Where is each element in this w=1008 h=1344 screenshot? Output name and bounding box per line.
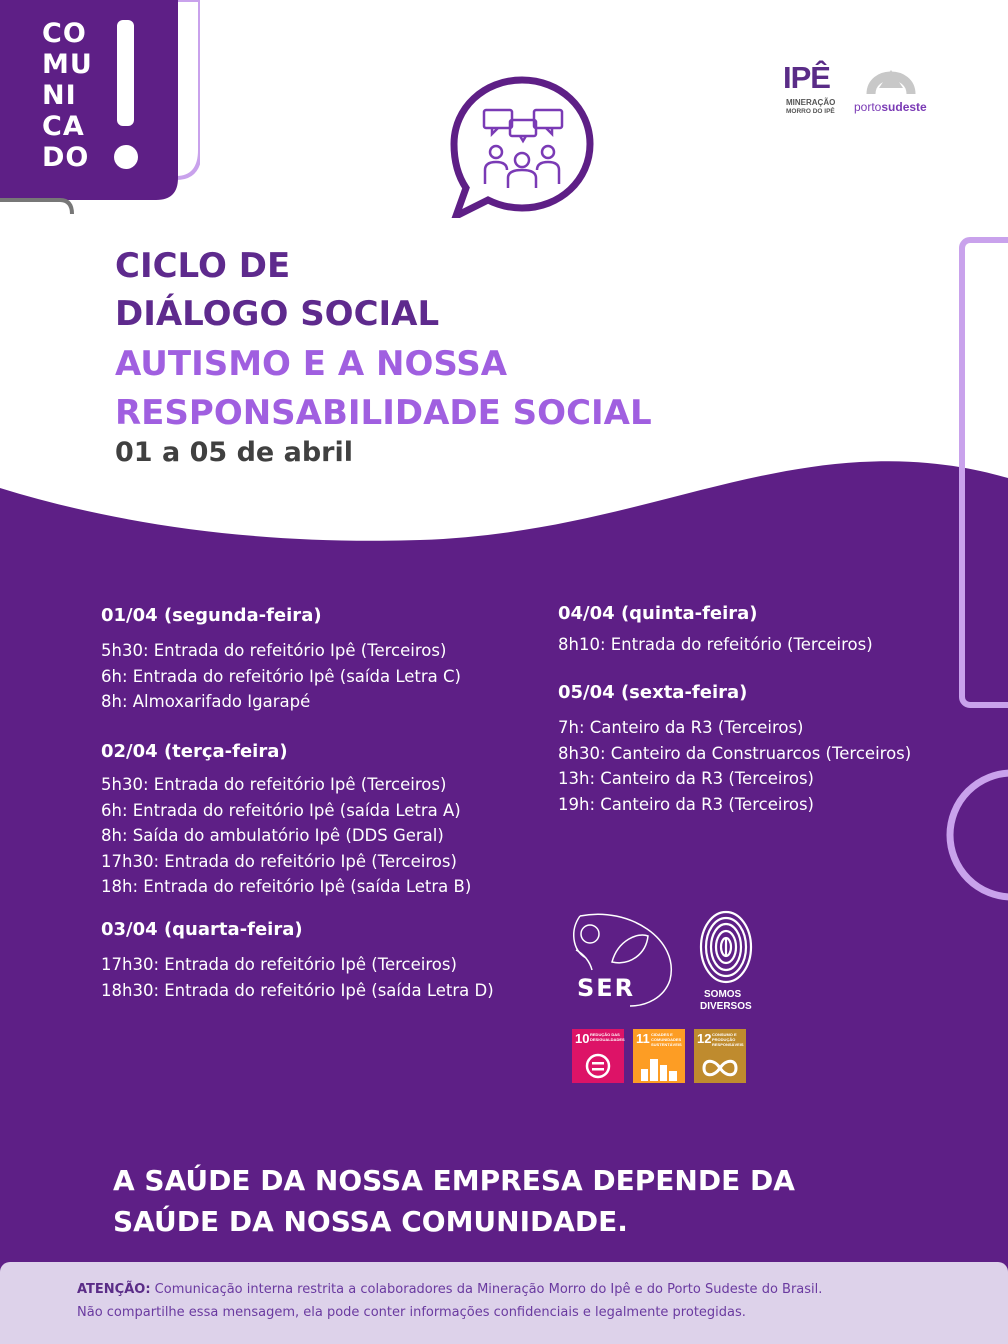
schedule-item: 19h: Canteiro da R3 (Terceiros) bbox=[558, 795, 814, 814]
schedule-item: 17h30: Entrada do refeitório Ipê (Terceiros) bbox=[101, 852, 457, 871]
schedule-item: 18h30: Entrada do refeitório Ipê (saída Letra D) bbox=[101, 981, 494, 1000]
schedule-item: 17h30: Entrada do refeitório Ipê (Terceiros) bbox=[101, 955, 457, 974]
badge-text-2: MU bbox=[42, 49, 93, 80]
footer-label: ATENÇÃO: bbox=[77, 1282, 151, 1297]
porto-sudeste-icon bbox=[851, 56, 941, 100]
porto-sudeste-logo bbox=[851, 56, 941, 120]
schedule-item: 5h30: Entrada do refeitório Ipê (Terceiros) bbox=[101, 775, 447, 794]
slogan-line-2: SAÚDE DA NOSSA COMUNIDADE. bbox=[113, 1205, 628, 1238]
subtitle-line-2: RESPONSABILIDADE SOCIAL bbox=[115, 393, 652, 433]
schedule-item: 6h: Entrada do refeitório Ipê (saída Letra A) bbox=[101, 801, 461, 820]
porto-wordmark-part1: porto bbox=[854, 100, 882, 114]
city-icon bbox=[633, 1029, 685, 1083]
fingerprint-icon bbox=[692, 905, 762, 985]
ipe-logo-line1: MINERAÇÃO bbox=[786, 98, 836, 107]
subtitle-line-1: AUTISMO E A NOSSA bbox=[115, 344, 508, 384]
sdg-label: REDUÇÃO DAS DESIGUALDADES bbox=[590, 1032, 625, 1042]
sdg-12-badge bbox=[694, 1029, 746, 1083]
sdg-number: 10 bbox=[575, 1031, 590, 1046]
sdg-label: CIDADES E COMUNIDADES SUSTENTÁVEIS bbox=[651, 1032, 682, 1047]
community-dialogue-icon bbox=[448, 76, 596, 218]
sdg-10-badge bbox=[572, 1029, 624, 1083]
sdg-number: 11 bbox=[636, 1031, 650, 1046]
confidentiality-footer bbox=[0, 1262, 1008, 1344]
ipe-logo-line2: MORRO DO IPÊ bbox=[786, 108, 835, 115]
sdg-number: 12 bbox=[697, 1031, 712, 1046]
schedule-item: 8h: Saída do ambulatório Ipê (DDS Geral) bbox=[101, 826, 444, 845]
porto-sudeste-wordmark bbox=[854, 100, 927, 114]
schedule-item: 8h: Almoxarifado Igarapé bbox=[101, 692, 311, 711]
somos-logo-line1: SOMOS bbox=[704, 989, 742, 1000]
day-3-title: 03/04 (quarta-feira) bbox=[101, 919, 303, 940]
event-dates: 01 a 05 de abril bbox=[115, 437, 353, 468]
ser-logo-text: SER bbox=[577, 974, 636, 1002]
day-5-title: 05/04 (sexta-feira) bbox=[558, 682, 748, 703]
footer-line-1 bbox=[77, 1282, 822, 1297]
schedule-item: 6h: Entrada do refeitório Ipê (saída Letra C) bbox=[101, 667, 461, 686]
porto-wordmark-part2: sudeste bbox=[881, 100, 927, 114]
schedule-item: 18h: Entrada do refeitório Ipê (saída Letra B) bbox=[101, 877, 472, 896]
badge-shape bbox=[0, 0, 200, 215]
badge-text-5: DO bbox=[42, 142, 90, 173]
ipe-logo bbox=[783, 60, 847, 120]
day-2-title: 02/04 (terça-feira) bbox=[101, 741, 288, 762]
badge-text-1: CO bbox=[42, 18, 87, 49]
comunicado-badge bbox=[0, 0, 200, 215]
equality-icon bbox=[572, 1029, 624, 1083]
day-1-title: 01/04 (segunda-feira) bbox=[101, 605, 322, 626]
schedule-item: 8h10: Entrada do refeitório (Terceiros) bbox=[558, 635, 873, 654]
footer-text-2: Não compartilhe essa mensagem, ela pode conter informações confidenciais e legalmente protegidas. bbox=[77, 1305, 746, 1320]
schedule-item: 5h30: Entrada do refeitório Ipê (Terceiros) bbox=[101, 641, 447, 660]
schedule-item: 13h: Canteiro da R3 (Terceiros) bbox=[558, 769, 814, 788]
infinity-icon bbox=[694, 1029, 746, 1083]
decorative-outline-shapes bbox=[940, 230, 1008, 910]
ser-program-logo bbox=[560, 910, 685, 1010]
footer-text-1: Comunicação interna restrita a colaboradores da Mineração Morro do Ipê e do Porto Sudeste do Brasil. bbox=[154, 1282, 823, 1297]
badge-text-3: NI bbox=[42, 80, 77, 111]
somos-logo-line2: DIVERSOS bbox=[700, 1001, 752, 1012]
badge-text-4: CA bbox=[42, 111, 85, 142]
sdg-11-badge bbox=[633, 1029, 685, 1083]
ipe-logo-name: IPÊ bbox=[783, 60, 830, 95]
slogan-line-1: A SAÚDE DA NOSSA EMPRESA DEPENDE DA bbox=[113, 1164, 795, 1197]
title-line-2: DIÁLOGO SOCIAL bbox=[115, 294, 440, 334]
day-4-title: 04/04 (quinta-feira) bbox=[558, 603, 758, 624]
sdg-label: CONSUMO E PRODUÇÃO RESPONSÁVEIS bbox=[712, 1032, 744, 1047]
schedule-item: 7h: Canteiro da R3 (Terceiros) bbox=[558, 718, 804, 737]
title-line-1: CICLO DE bbox=[115, 246, 291, 286]
somos-diversos-logo bbox=[692, 905, 762, 1017]
schedule-item: 8h30: Canteiro da Construarcos (Terceiros) bbox=[558, 744, 912, 763]
